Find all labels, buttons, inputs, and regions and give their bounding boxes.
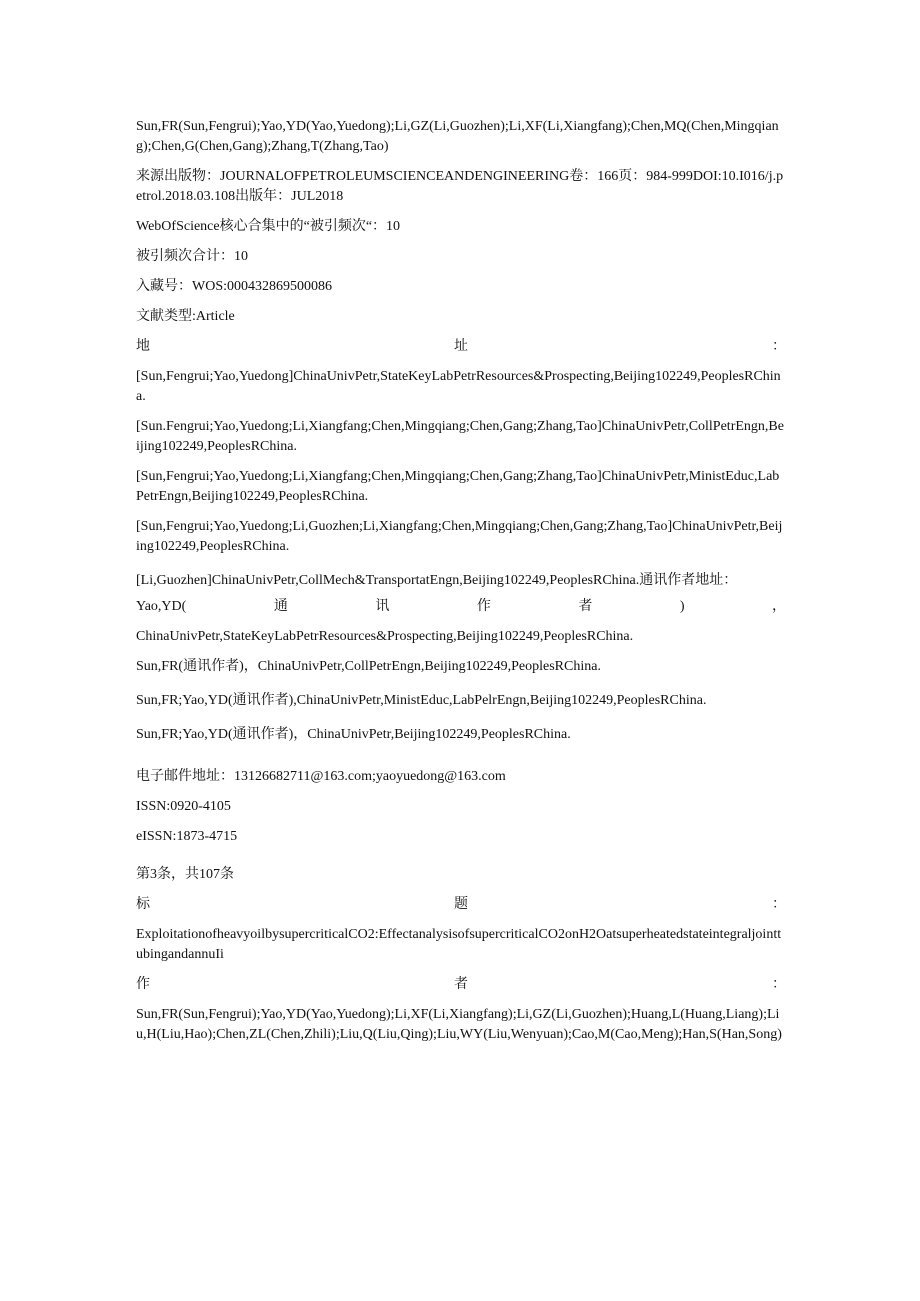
address-5-and-corr-label: [Li,Guozhen]ChinaUnivPetr,CollMech&TransportatEngn,Beijing102249,PeoplesRChina.通讯作者地址：: [136, 573, 738, 588]
address-1: [Sun,Fengrui;Yao,Yuedong]ChinaUnivPetr,StateKeyLabPetrResources&Prospecting,Beijing102249,PeoplesRChina.: [136, 369, 781, 404]
author-label: 作 者 ：: [136, 977, 786, 992]
title-label: 标 题 ：: [136, 897, 786, 912]
corr-address-1: ChinaUnivPetr,StateKeyLabPetrResources&Prospecting,Beijing102249,PeoplesRChina.: [136, 629, 634, 644]
issn: ISSN:0920-4105: [136, 799, 231, 814]
source-publication: 来源出版物：JOURNALOFPETROLEUMSCIENCEANDENGINEERING卷：166页：984-999DOI:10.I016/j.petrol.2018.03.108出版年：JUL2018: [136, 169, 784, 204]
total-cited-count: 被引频次合计：10: [136, 249, 248, 264]
corr-address-4: Sun,FR;Yao,YD(通讯作者)，ChinaUnivPetr,Beijing102249,PeoplesRChina.: [136, 727, 571, 742]
document-page: [136, 117, 786, 1045]
article-title: ExploitationofheavyoilbysupercriticalCO2:EffectanalysisofsupercriticalCO2onH2OatsuperheatedstateintegraljointtubingandannuIi: [136, 927, 782, 962]
document-type: 文献类型:Article: [136, 309, 235, 324]
authors-record-2: Sun,FR(Sun,Fengrui);Yao,YD(Yao,Yuedong);Li,GZ(Li,Guozhen);Li,XF(Li,Xiangfang);Chen,MQ(Chen,Mingqiang);Chen,G(Chen,Gang);Zhang,T(Zhang,Tao): [136, 119, 779, 154]
corr-author-header: Yao,YD( 通 讯 作 者 ) ，: [136, 599, 786, 614]
record-counter: 第3条，共107条: [136, 867, 234, 882]
email-address: 电子邮件地址：13126682711@163.com;yaoyuedong@163.com: [136, 769, 506, 784]
wos-cited-count: WebOfScience核心合集中的“被引频次“：10: [136, 219, 401, 234]
address-2: [Sun.Fengrui;Yao,Yuedong;Li,Xiangfang;Chen,Mingqiang;Chen,Gang;Zhang,Tao]ChinaUnivPetr,CollPetrEngn,Beijing102249,PeoplesRChina.: [136, 419, 784, 454]
authors-record-3: Sun,FR(Sun,Fengrui);Yao,YD(Yao,Yuedong);Li,XF(Li,Xiangfang);Li,GZ(Li,Guozhen);Huang,L(Huang,Liang);Liu,H(Liu,Hao);Chen,ZL(Chen,Zhili);Liu,Q(Liu,Qing);Liu,WY(Liu,Wenyuan);Cao,M(Cao,Meng);Han,S(Han,Song): [136, 1007, 782, 1042]
address-3: [Sun,Fengrui;Yao,Yuedong;Li,Xiangfang;Chen,Mingqiang;Chen,Gang;Zhang,Tao]ChinaUnivPetr,MinistEduc,LabPetrEngn,Beijing102249,PeoplesRChina.: [136, 469, 780, 504]
eissn: eISSN:1873-4715: [136, 829, 238, 844]
accession-number: 入藏号：WOS:000432869500086: [136, 279, 332, 294]
corr-address-3: Sun,FR;Yao,YD(通讯作者),ChinaUnivPetr,MinistEduc,LabPelrEngn,Beijing102249,PeoplesRChina.: [136, 693, 707, 708]
address-label: 地 址 ：: [136, 339, 786, 354]
corr-address-2: Sun,FR(通讯作者)，ChinaUnivPetr,CollPetrEngn,Beijing102249,PeoplesRChina.: [136, 659, 601, 674]
address-4: [Sun,Fengrui;Yao,Yuedong;Li,Guozhen;Li,Xiangfang;Chen,Mingqiang;Chen,Gang;Zhang,Tao]ChinaUnivPetr,Beijing102249,PeoplesRChina.: [136, 519, 783, 554]
